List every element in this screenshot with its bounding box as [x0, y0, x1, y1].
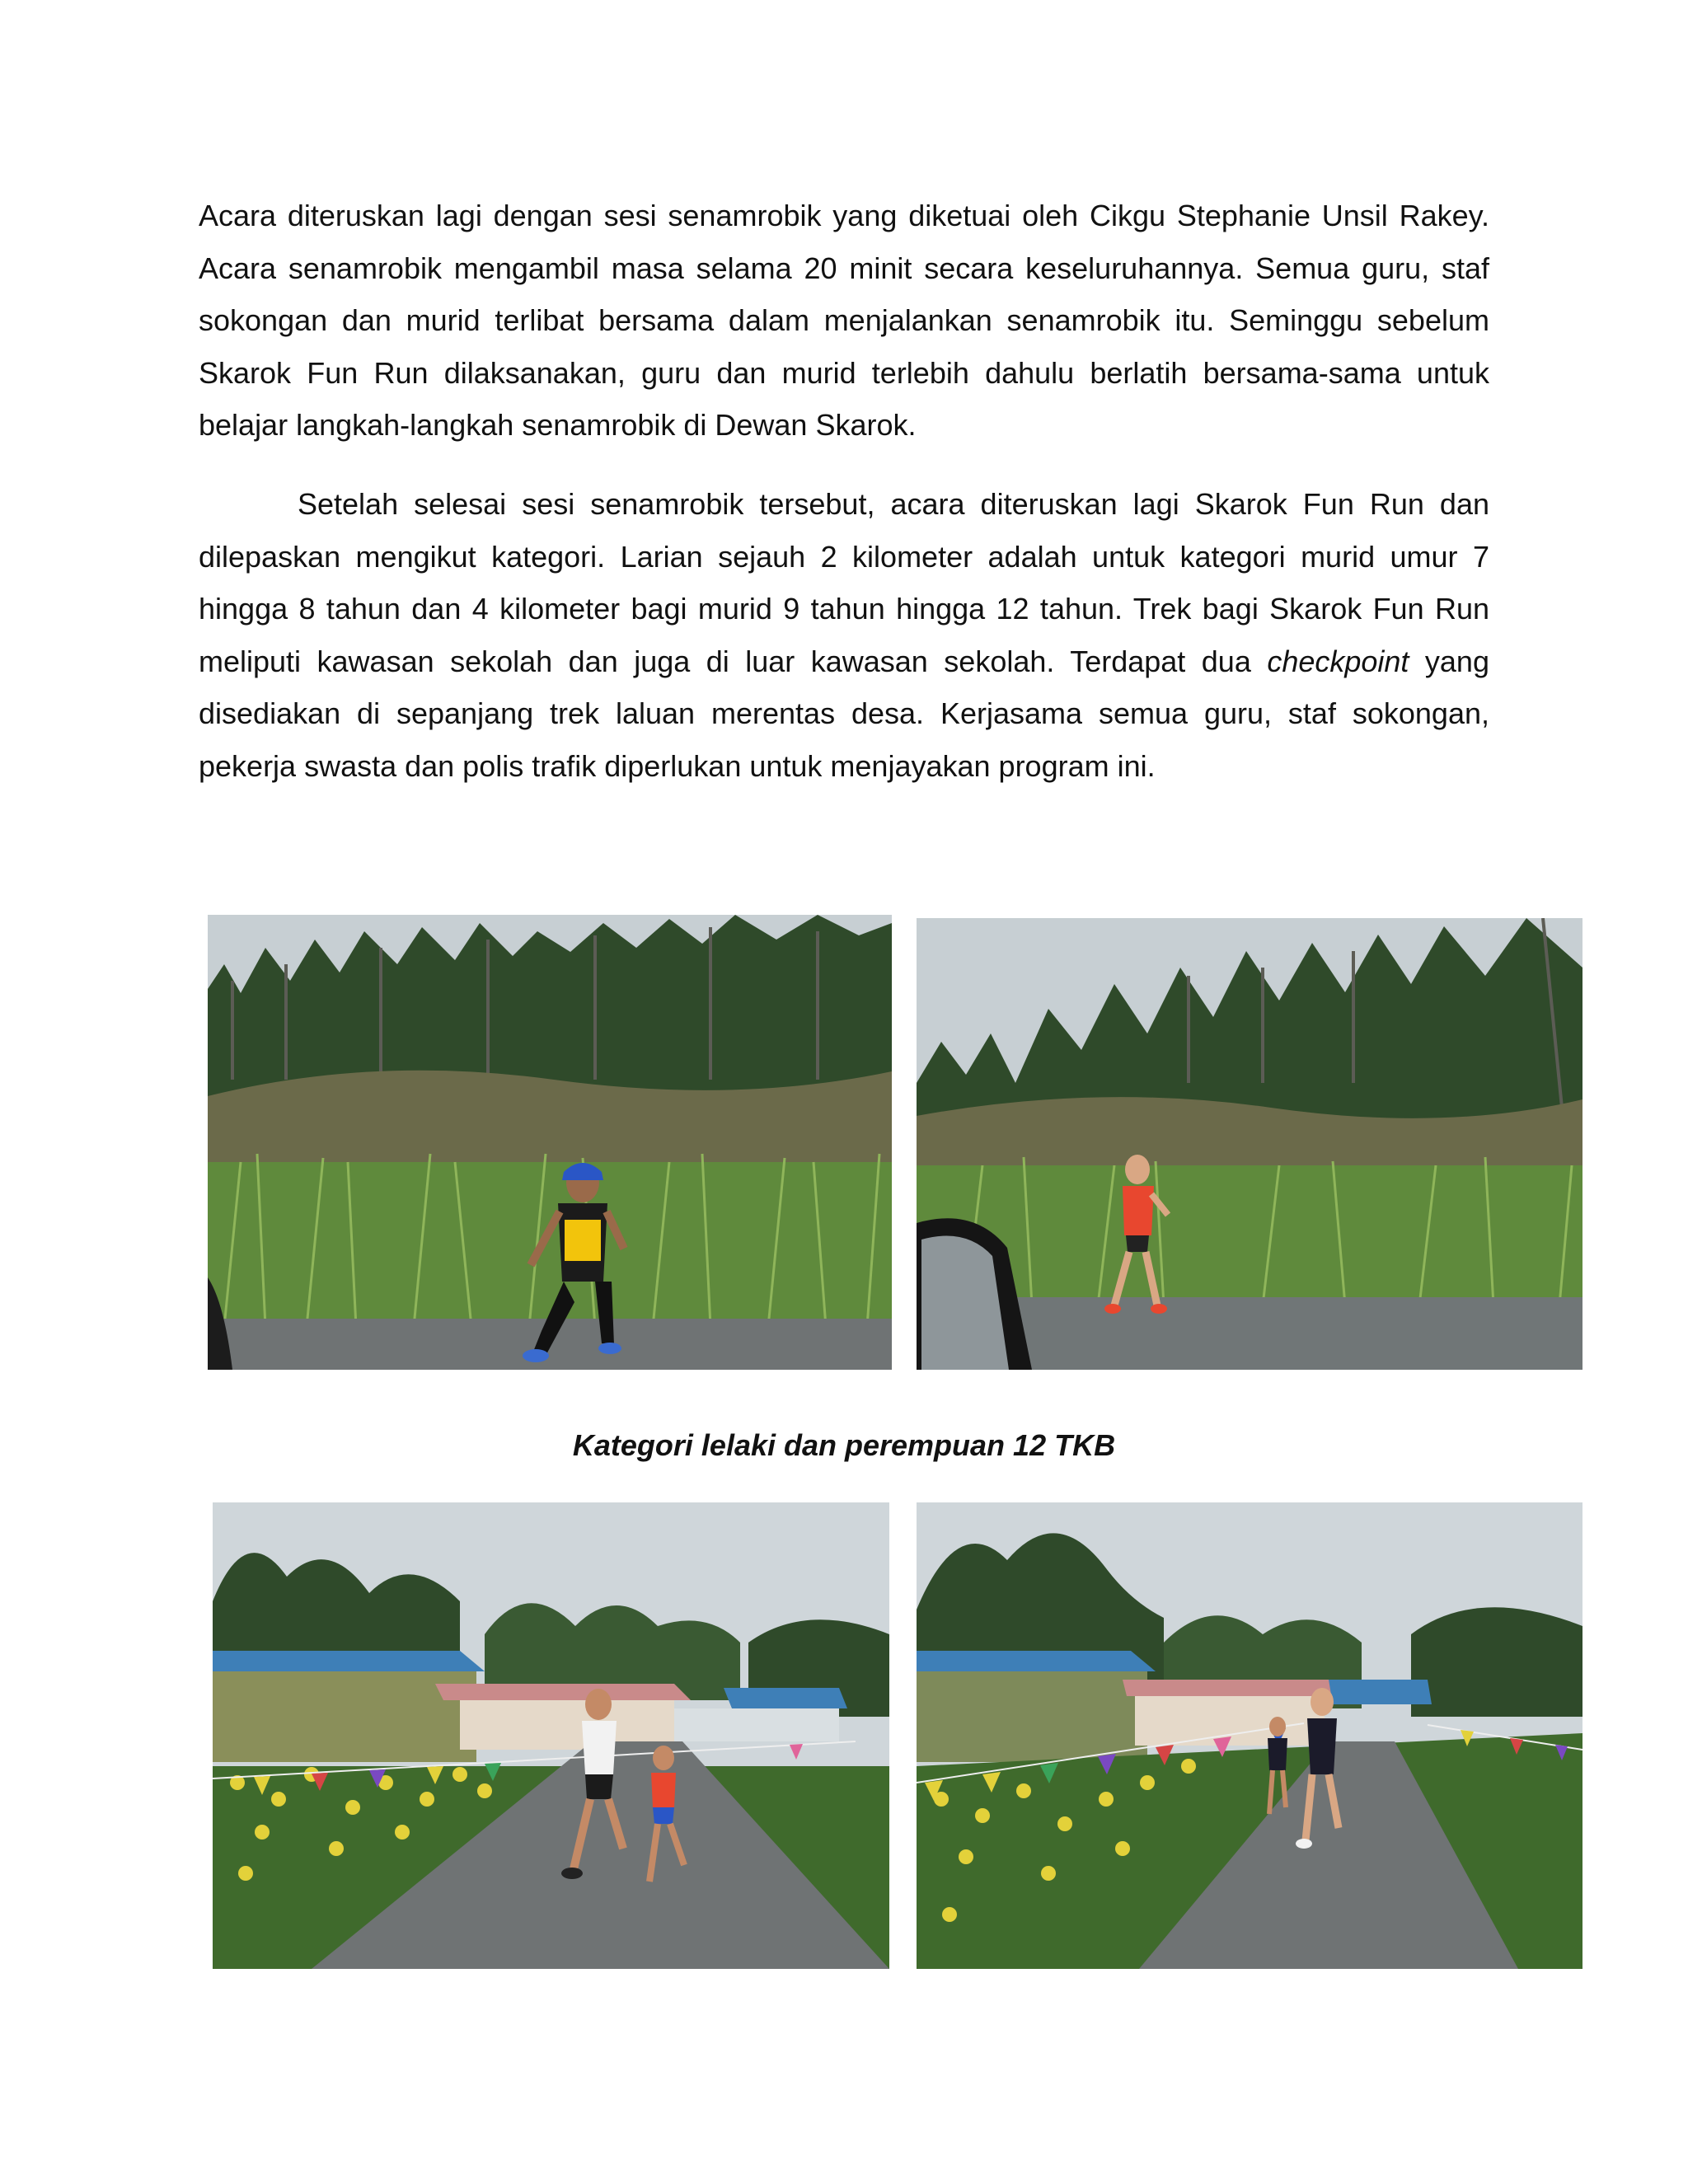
- paragraph-fun-run: [199, 478, 1489, 793]
- paragraph-fun-run-text-2: yang disediakan di sepanjang trek laluan merentas desa. Kerjasama semua guru, staf sokongan, pekerja swasta dan polis trafik diperlukan untuk menjayakan program ini.: [199, 644, 1489, 783]
- photo-boy-running-yellow-shirt: [208, 915, 892, 1370]
- photo-girl-running-path: [917, 1502, 1582, 1969]
- photo-girl-running-red-shirt: [917, 918, 1582, 1370]
- paragraph-aerobics: Acara diteruskan lagi dengan sesi senamrobik yang diketuai oleh Cikgu Stephanie Unsil Rakey. Acara senamrobik mengambil masa selama 20 minit secara keseluruhannya. Semua guru, staf sokongan dan murid terlibat bersama dalam menjalankan senamrobik itu. Seminggu sebelum Skarok Fun Run dilaksanakan, guru dan murid terlebih dahulu berlatih bersama-sama untuk belajar langkah-langkah senamrobik di Dewan Skarok.: [199, 199, 1489, 443]
- checkpoint-term: checkpoint: [1267, 644, 1409, 678]
- photo-caption: Kategori lelaki dan perempuan 12 TKB: [572, 1428, 1116, 1462]
- photo-two-boys-running-path: [213, 1502, 889, 1969]
- paragraph-fun-run-text-1: Setelah selesai sesi senamrobik tersebut, acara diteruskan lagi Skarok Fun Run dan dilepaskan mengikut kategori. Larian sejauh 2 kilometer adalah untuk kategori murid umur 7 hingga 8 tahun dan 4 kilometer bagi murid 9 tahun hingga 12 tahun. Trek bagi Skarok Fun Run meliputi kawasan sekolah dan juga di luar kawasan sekolah. Terdapat dua: [199, 487, 1489, 678]
